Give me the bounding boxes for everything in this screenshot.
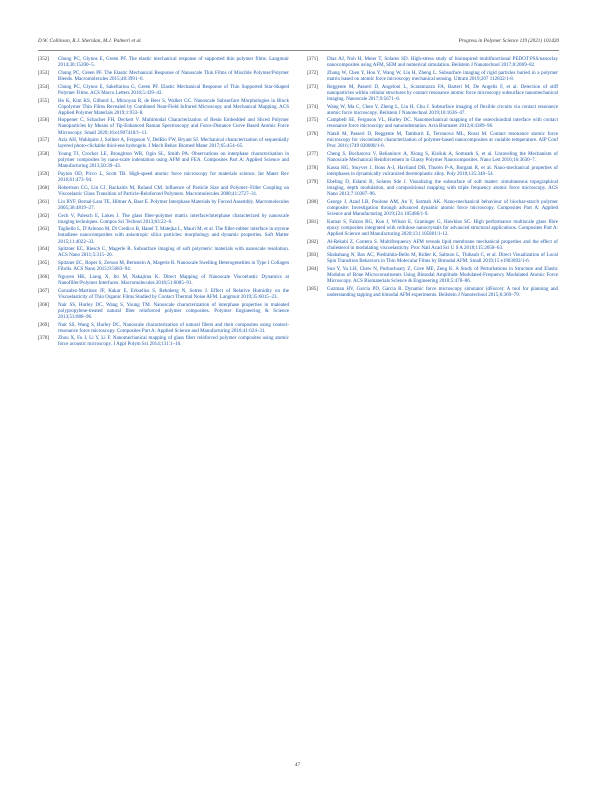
reference-item[interactable] [38,56,289,68]
reference-link-text[interactable]: Kumar S, Falzon BG, Kun J, Wilson E, Graninger G, Hawkins SC. High performance multiscale glass fibre epoxy composites integrated with cellulose nanocrystals for advanced structural applications. Composites Part A: Applied Science and Manufacturing 2020;131 105801/1-12. [327,218,558,237]
references-left-column [38,56,289,349]
reference-number: [383] [307,252,318,259]
reference-item[interactable] [307,151,558,163]
reference-link-text[interactable]: Al-Rekabi Z, Contera S. Multifrequency AFM reveals lipid membrane mechanical properties and the effect of cholesterol in modulating viscoelasticity. Proc Natl Acad Sci U S A 2018;115:2658–63. [327,238,558,251]
reference-number: [362] [38,212,49,219]
reference-link-text[interactable]: Hoppener C, Schacher FH, Deckert V. Multimodal Characterization of Resin Embedded and Sliced Polymer Nanoparticles by Means of Tip-Enhanced Raman Spectroscopy and Force-Distance Curve Based Atomic Force Microscopy. Small 2020;16:e1907418/1–11. [58,117,289,136]
reference-number: [367] [38,287,49,294]
reference-number: [372] [307,69,318,76]
reference-number: [385] [307,286,318,293]
reference-link-text[interactable]: Zhou X, Fu J, Li Y, Li F. Nanomechanical mapping of glass fiber reinforced polymer composites using atomic force acoustic microscopy. J Appl Polym Sci 2014;131:1–10. [58,335,289,348]
reference-link-text[interactable]: Shabahang N, Bax AC, Piedrahita-Bello M, Ridier K, Salmon L, Thibault C, et al. Direct Visualization of Local Spin Transition Behaviors in Thin Molecular Films by Bimodal AFM. Small 2019;15 e1903892/1-6. [327,252,558,265]
reference-item[interactable] [307,56,558,68]
header-journal: Progress in Polymer Science 119 (2021) 101420 [458,38,559,44]
reference-item[interactable] [38,84,289,96]
header-authors: D.W. Collinson, R.J. Sheridan, M.J. Palmeri et al. [38,38,142,44]
reference-item[interactable] [307,252,558,264]
reference-link-text[interactable]: Cech V, Palesch E, Lukes J. The glass fiber-polymer matrix interface/interphase characterized by nanoscale imaging techniques. Compos Sci Technol 2013;83:22–6. [58,212,289,225]
reference-item[interactable] [38,246,289,258]
reference-link-text[interactable]: George J, Azad LB, Poulose AM, An Y, Sarmah AK. Nano-mechanical behaviour of biochar-starch polymer composite: Investigation through advanced dynamic atomic force microscopy. Composites Part A: Applied Science and Manufacturing 2019;124 105486/1-9. [327,198,558,217]
reference-item[interactable] [38,302,289,320]
reference-item[interactable] [38,70,289,82]
reference-item[interactable] [38,260,289,272]
reference-link-text[interactable]: Nair SS, Hurley DC, Wang S, Young TM. Nanoscale characterization of interphase properties in maleated polypropylene-treated natural fiber reinforced polymer composites. Polymer Engineering & Science 2013;53:888–96. [58,301,289,320]
reference-item[interactable] [307,165,558,177]
reference-link-text[interactable]: Guzman HV, Garcia PD, Garcia R. Dynamic force microscopy simulator (dForce): A tool for planning and understanding tapping and bimodal AFM experiments. Beilstein J Nanotechnol 2015;6:369–79. [327,286,558,299]
reference-number: [368] [38,301,49,308]
reference-number: [358] [38,151,49,158]
reference-link-text[interactable]: Wang W, Ma C, Chen Y, Zheng L, Liu H, Chu J. Subsurface imaging of flexible circuits via contact resonance atomic force microscopy. Beilstein J Nanotechnol 2019;10:1636–47. [327,103,558,116]
reference-link-text[interactable]: Diaz AJ, Noh H, Meier T, Solares SD. High-stress study of bioinspired multifunctional PEDOT:PSS/nanoclay nanocomposites using AFM, SEM and numerical simulation. Beilstein J Nanotechnol 2017;8:2069–82. [327,56,558,69]
reference-number: [379] [307,178,318,185]
reference-link-text[interactable]: Young TJ, Crocker LE, Broughton WR, Ogin SL, Smith PA. Observations on interphase characterisation in polymer composites by nano-scale indentation using AFM and FEA. Composites Part A: Applied Science and Manufacturing 2013;50:39–43. [58,151,289,170]
reference-item[interactable] [307,117,558,129]
reference-item[interactable] [307,179,558,197]
reference-item[interactable] [307,266,558,284]
reference-number: [353] [38,69,49,76]
header-rule [38,50,559,51]
reference-link-text[interactable]: Payton OD, Picco L, Scott TB. High-speed atomic force microscopy for materials science. Int Mater Rev 2016;61:473–94. [58,171,289,184]
reference-link-text[interactable]: Nair SS, Wang S, Hurley DC. Nanoscale characterization of natural fibers and their composites using contact-resonance force microscopy. Composites Part A: Applied Science and Manufacturing 2010;41:624–31. [58,321,289,334]
reference-link-text[interactable]: Spitzner EC, Riesch C, Magerle R. Subsurface imaging of soft polymeric materials with nanoscale resolution. ACS Nano 2011;5:315–20. [58,246,289,259]
reference-item[interactable] [38,185,289,197]
reference-item[interactable] [307,239,558,251]
reference-item[interactable] [38,199,289,211]
reference-link-text[interactable]: Reggente M, Passeri D, Angeloni L, Scaramuzzo FA, Barteri M, De Angelis F, et al. Detection of stiff nanoparticles within cellular structures by contact resonance atomic force microscopy subsurface nanomechanical imaging. Nanoscale 2017;9:5671–6. [327,83,558,102]
reference-number: [373] [307,83,318,90]
reference-item[interactable] [307,199,558,217]
reference-link-text[interactable]: Spitzner EC, Roper S, Zerson M, Bernstein A, Magerle R. Nanoscale Swelling Heterogeneities in Type I Collagen Fibrils. ACS Nano 2015;9:5683–94. [58,260,289,273]
reference-number: [365] [38,260,49,267]
reference-link-text[interactable]: Chung PC, Glynos E, Sakellariou G, Green PF. Elastic Mechanical Response of Thin Supported Star-Shaped Polymer Films. ACS Macro Letters 2016;5:439–43. [58,83,289,96]
reference-item[interactable] [307,104,558,116]
reference-item[interactable] [38,171,289,183]
reference-number: [369] [38,321,49,328]
page-number: 47 [294,762,301,768]
reference-link-text[interactable]: Chung PC, Green PF. The Elastic Mechanical Response of Nanoscale Thin Films of Miscible Polymer/Polymer Blends. Macromolecules 2015;48:3991–6. [58,69,289,82]
reference-link-text[interactable]: Sun Y, Yu LH, Chew N, Purbachoary Z, Cove ME, Zeng K. A Study of Perturbations in Structure and Elastic Modulus of Bone Microconstituents Using Bimodal Amplitude Modulated-Frequency Modulated Atomic Force Microscopy. ACS Biomaterials Science & Engineering 2018;5:478–86. [327,266,558,285]
reference-item[interactable] [38,288,289,300]
reference-link-text[interactable]: Chung PC, Glynos E, Green PF. The elastic mechanical response of supported thin polymer films. Langmuir 2014;30:15200–5. [58,56,289,69]
reference-item[interactable] [307,219,558,237]
reference-item[interactable] [307,131,558,149]
reference-number: [376] [307,131,318,138]
reference-item[interactable] [38,117,289,135]
reference-number: [356] [38,117,49,124]
reference-number: [361] [38,198,49,205]
reference-number: [371] [307,56,318,62]
reference-number: [378] [307,165,318,171]
reference-link-text[interactable]: Tagliello L, D'Arienzo M, Di Credico B, Hanel T, Matejka L, Mauri M, et al. The filler-rubber interface in styrene butadiene nanocomposites with anisotropic silica particles: morphology and dynamic properties. Soft Matter 2015;11:4022–33. [58,226,289,245]
reference-number: [364] [38,246,49,253]
reference-number: [363] [38,226,49,233]
reference-item[interactable] [38,322,289,334]
reference-number: [357] [38,137,49,144]
reference-number: [377] [307,151,318,158]
reference-link-text[interactable]: Ebeling D, Eslami B, Solares Sde J. Visualizing the subsurface of soft matter: simultaneous topographical imaging, depth modulation, and compositional mapping with triple frequency atomic force microscopy. ACS Nano 2013;7:10387–96. [327,178,558,197]
reference-item[interactable] [38,151,289,169]
reference-item[interactable] [38,274,289,286]
reference-number: [381] [307,218,318,225]
reference-item[interactable] [38,213,289,225]
reference-number: [370] [38,335,49,342]
reference-link-text[interactable]: Natali M, Passeri D, Reggente M, Tamburri E, Terranova ML, Rossi M. Contact resonance atomic force microscopy for viscoelastic characterization of polymer-based nanocomposites at variable temperature. AIP Conf Proc 2016;1749 020008/1-8. [327,131,558,150]
reference-link-text[interactable]: Liu RYF, Bernal-Lara TE, Hiltner A, Baer E. Polymer Interphase Materials by Forced Assembly. Macromolecules 2005;38:4819–27. [58,198,289,211]
reference-item[interactable] [38,137,289,149]
reference-number: [384] [307,266,318,273]
reference-item[interactable] [38,335,289,347]
reference-number: [359] [38,171,49,178]
reference-number: [374] [307,103,318,110]
reference-number: [354] [38,83,49,90]
reference-number: [366] [38,274,49,280]
reference-item[interactable] [307,286,558,298]
reference-number: [352] [38,56,49,62]
running-header [38,38,559,50]
reference-number: [375] [307,117,318,124]
reference-item[interactable] [307,84,558,102]
reference-link-text[interactable]: Aziz AH, Wahlquist J, Sollner A, Ferguson V, DelRio FW, Bryant SJ. Mechanical characterization of sequentially layered photo-clickable thiol-ene hydrogels. J Mech Behav Biomed Mater 2017;65:454–65. [58,137,289,150]
reference-link-text[interactable]: Gonzalez-Martinez JF, Kakar E, Erkselius S, Rehnberg N, Sotres J. Effect of Relative Humidity on the Viscoelasticity of Thin Organic Films Studied by Contact Thermal Noise AFM. Langmuir 2019;35:6015–23. [58,287,289,300]
references-right-column [307,56,558,300]
reference-link-text[interactable]: Cheng S, Bocharova V, Belianinov A, Xiong S, Kisliuk A, Somnath S, et al. Unraveling the Mechanism of Nanoscale Mechanical Reinforcement in Glassy Polymer Nanocomposites. Nano Lett 2016;16:3630–7. [327,151,558,164]
reference-item[interactable] [38,98,289,116]
reference-link-text[interactable]: Ho K, Kim KS, Gilburd L, Mirzoyan R, de Beer S, Walker GC. Nanoscale Subsurface Morphologies in Block Copolymer Thin Films Revealed by Combined Near-Field Infrared Microscopy and Mechanical Mapping. ACS Applied Polymer Materials 2019;1:933–8. [58,97,289,116]
reference-number: [355] [38,97,49,104]
reference-link-text[interactable]: Campbell SE, Ferguson VL, Hurley DC. Nanomechanical mapping of the osteochondral interface with contact resonance force microscopy and nanoindentation. Acta Biomater 2012;8:4389–96. [327,117,558,130]
reference-link-text[interactable]: Zhang W, Chen Y, Hou Y, Wang W, Liu H, Zheng L. Subsurface imaging of rigid particles buried in a polymer matrix based on atomic force microscopy mechanical sensing. Ultram 2019;207 112832/1-8. [327,69,558,82]
reference-link-text[interactable]: Kassa HG, Stuyver J, Bons A-J, Haviland DB, Thorén P-A, Borgani R, et al. Nano-mechanical properties of interphases in dynamically vulcanized thermoplastic alloy. Poly 2018;135:348–54. [327,165,558,178]
reference-number: [380] [307,198,318,205]
reference-link-text[interactable]: Robertson CG, Lin CJ, Rackaitis M, Roland CM. Influence of Particle Size and Polymer−Filler Coupling on Viscoelastic Glass Transition of Particle-Reinforced Polymers. Macromolecules 2008;41:2727–31. [58,184,289,197]
reference-number: [382] [307,238,318,245]
reference-item[interactable] [38,226,289,244]
reference-link-text[interactable]: Nguyen HK, Liang X, Ito M, Nakajima K. Direct Mapping of Nanoscale Viscoelastic Dynamics at Nanofiller/Polymer Interfaces. Macromolecules 2018;51:6085–91. [58,274,289,287]
reference-item[interactable] [307,70,558,82]
reference-number: [360] [38,184,49,191]
